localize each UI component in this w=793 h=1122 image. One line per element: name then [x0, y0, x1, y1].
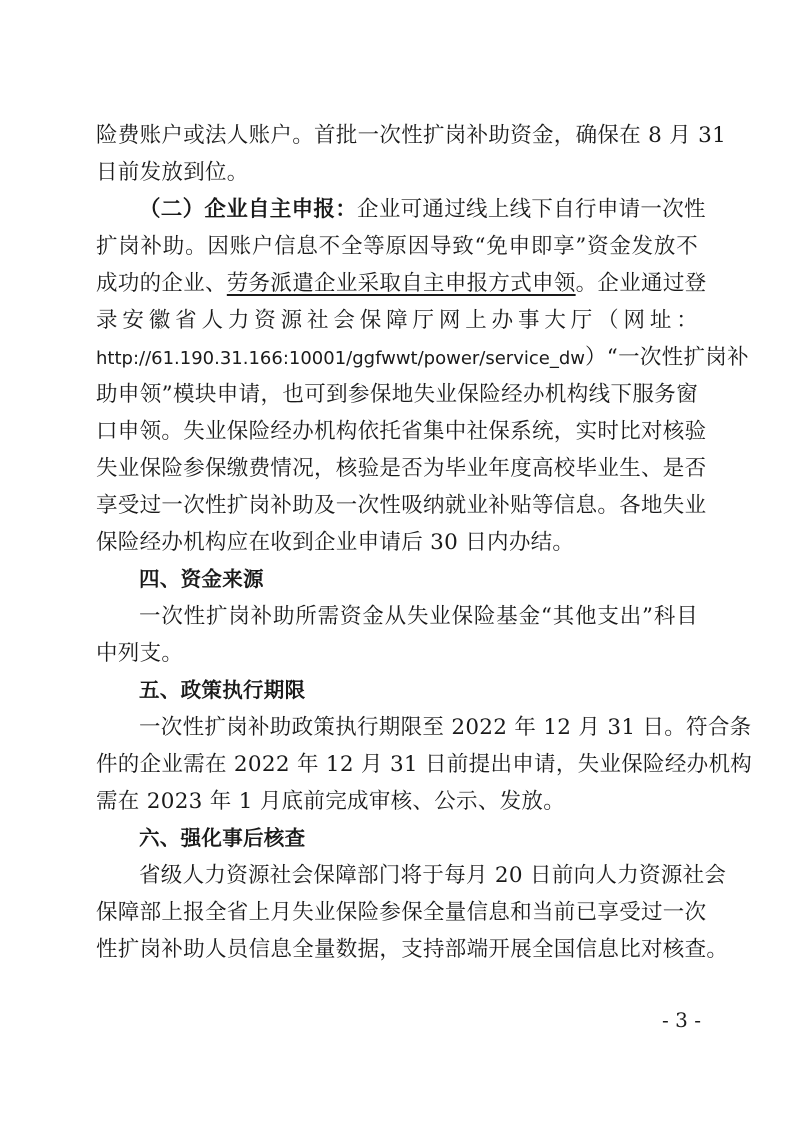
- document-page: [96, 117, 753, 968]
- section-heading: 四、资金来源: [139, 567, 264, 591]
- section-heading: 五、政策执行期限: [139, 678, 306, 702]
- body-line: [96, 265, 707, 302]
- body-text: 。企业通过登: [575, 271, 707, 296]
- body-line: 日前发放到位。: [96, 160, 249, 185]
- body-line: 助申领”模块申请，也可到参保地失业保险经办机构线下服务窗: [96, 382, 698, 407]
- website-url: http://61.190.31.166:10001/ggfwwt/power/service_dw: [96, 348, 585, 369]
- body-text: ）“一次性扩岗补: [584, 345, 749, 370]
- body-text: 成功的企业、: [96, 271, 227, 296]
- body-text: 企业可通过线上线下自行申请一次性: [357, 197, 706, 222]
- body-line: 省级人力资源社会保障部门将于每月 20 日前向人力资源社会: [139, 863, 727, 888]
- subsection-label: （二）企业自主申报：: [139, 197, 358, 222]
- body-line: 口申领。失业保险经办机构依托省集中社保系统，实时比对核验: [96, 419, 707, 444]
- underlined-text: 劳务派遣企业采取自主申报方式申领: [226, 271, 576, 296]
- body-line: 性扩岗补助人员信息全量数据，支持部端开展全国信息比对核查。: [96, 937, 729, 962]
- body-line: 一次性扩岗补助所需资金从失业保险基金“其他支出”科目: [139, 604, 698, 629]
- body-line: 扩岗补助。因账户信息不全等原因导致“免申即享”资金发放不: [96, 234, 698, 259]
- body-line: 件的企业需在 2022 年 12 月 31 日前提出申请，失业保险经办机构: [96, 752, 753, 777]
- body-line: 失业保险参保缴费情况，核验是否为毕业年度高校毕业生、是否: [96, 456, 707, 481]
- body-line: 中列支。: [96, 641, 184, 666]
- body-line: 一次性扩岗补助政策执行期限至 2022 年 12 月 31 日。符合条: [139, 715, 752, 740]
- body-line: 录安徽省人力资源社会保障厅网上办事大厅（网址：: [96, 308, 698, 333]
- body-line: 保障部上报全省上月失业保险参保全量信息和当前已享受过一次: [96, 900, 707, 925]
- body-line: 需在 2023 年 1 月底前完成审核、公示、发放。: [96, 789, 566, 814]
- body-line: [96, 339, 749, 376]
- body-line: 享受过一次性扩岗补助及一次性吸纳就业补贴等信息。各地失业: [96, 493, 707, 518]
- page-number: - 3 -: [662, 1008, 701, 1032]
- body-line: 保险经办机构应在收到企业申请后 30 日内办结。: [96, 530, 575, 555]
- section-heading: 六、强化事后核查: [139, 826, 306, 850]
- body-line: 险费账户或法人账户。首批一次性扩岗补助资金，确保在 8 月 31: [96, 123, 727, 148]
- body-line: [96, 191, 706, 228]
